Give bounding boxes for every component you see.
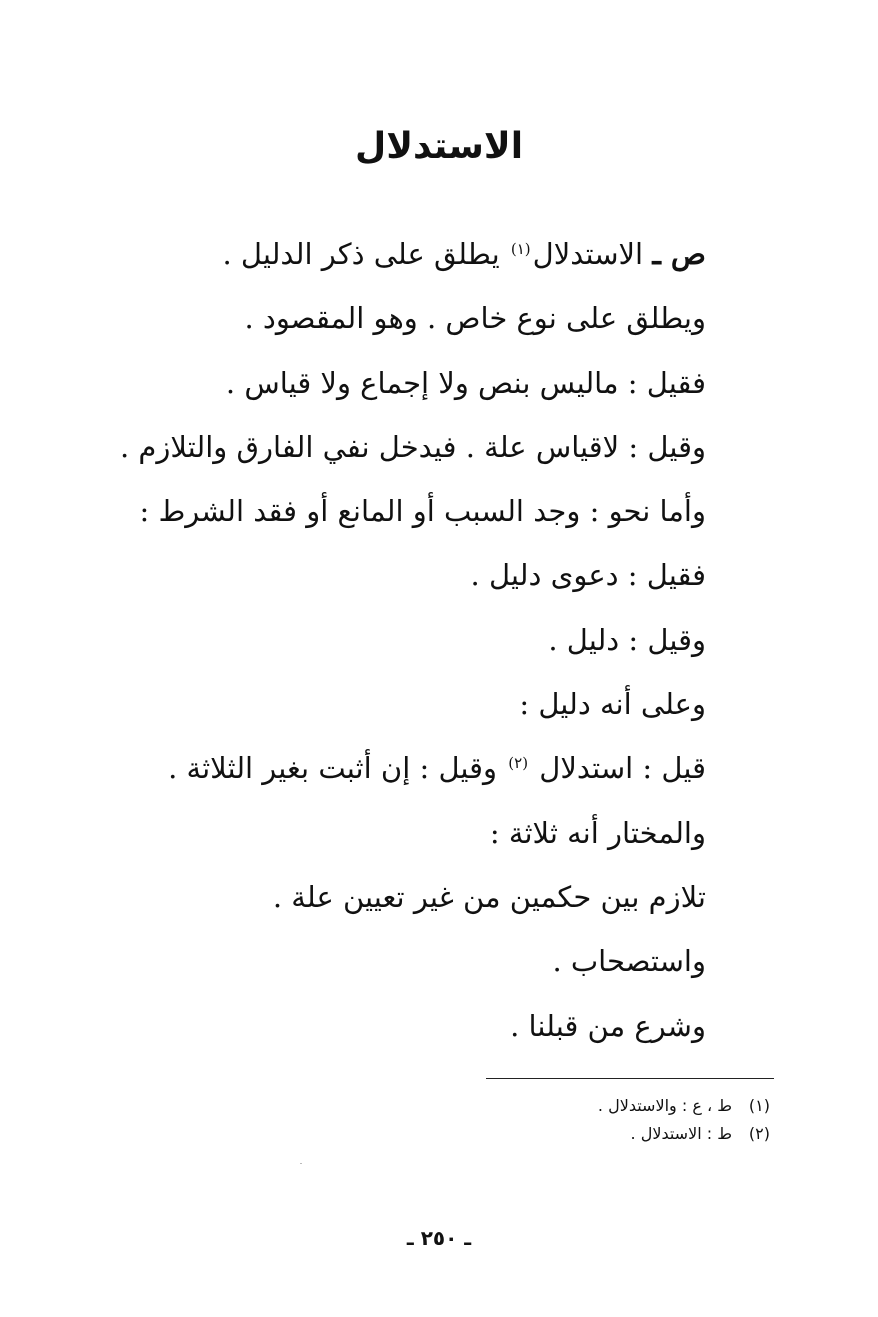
footnote-2 [270, 1120, 770, 1148]
text-line-3: فقيل : ماليس بنص ولا إجماع ولا قياس . [225, 365, 706, 400]
text-line-9 [106, 736, 706, 800]
line1-before: الاستدلال [532, 237, 644, 271]
text-line-4: وقيل : لاقياس علة . فيدخل نفي الفارق والتلازم . [119, 429, 706, 464]
line1-after: يطلق على ذكر الدليل . [222, 237, 500, 271]
text-line-5: وأما نحو : وجد السبب أو المانع أو فقد الشرط : [139, 494, 706, 529]
text-line-11: تلازم بين حكمين من غير تعيين علة . [272, 879, 706, 914]
text-line-8: وعلى أنه دليل : [519, 687, 706, 722]
footnote-number: (٢) [748, 1124, 770, 1143]
scan-speck [300, 1163, 302, 1164]
text-line-1 [106, 222, 706, 286]
text-line-2: ويطلق على نوع خاص . وهو المقصود . [244, 301, 706, 336]
footnote-text: ط : الاستدلال . [630, 1124, 732, 1143]
footnotes [270, 1092, 770, 1148]
text-line-7: وقيل : دليل . [548, 622, 706, 657]
text-line-12: واستصحاب . [552, 944, 706, 979]
footnote-text: ط ، ع : والاستدلال . [597, 1096, 732, 1115]
main-text [106, 222, 706, 1058]
text-line-10: والمختار أنه ثلاثة : [489, 815, 706, 850]
section-marker: ص ـ [652, 237, 706, 271]
footnote-number: (١) [748, 1096, 770, 1115]
line9-before: قيل : استدلال [539, 751, 706, 786]
footnote-1 [270, 1092, 770, 1120]
text-line-6: فقيل : دعوى دليل . [470, 558, 706, 593]
footnote-divider [486, 1078, 774, 1079]
footnote-ref-2[interactable]: (٢) [508, 754, 529, 773]
text-line-13: وشرع من قبلنا . [510, 1008, 706, 1043]
page-number: ـ ٢٥٠ ـ [406, 1226, 472, 1250]
line9-after: وقيل : إن أثبت بغير الثلاثة . [168, 751, 498, 786]
footnote-ref-1[interactable]: (١) [510, 240, 531, 258]
chapter-title: الاستدلال [354, 126, 524, 167]
